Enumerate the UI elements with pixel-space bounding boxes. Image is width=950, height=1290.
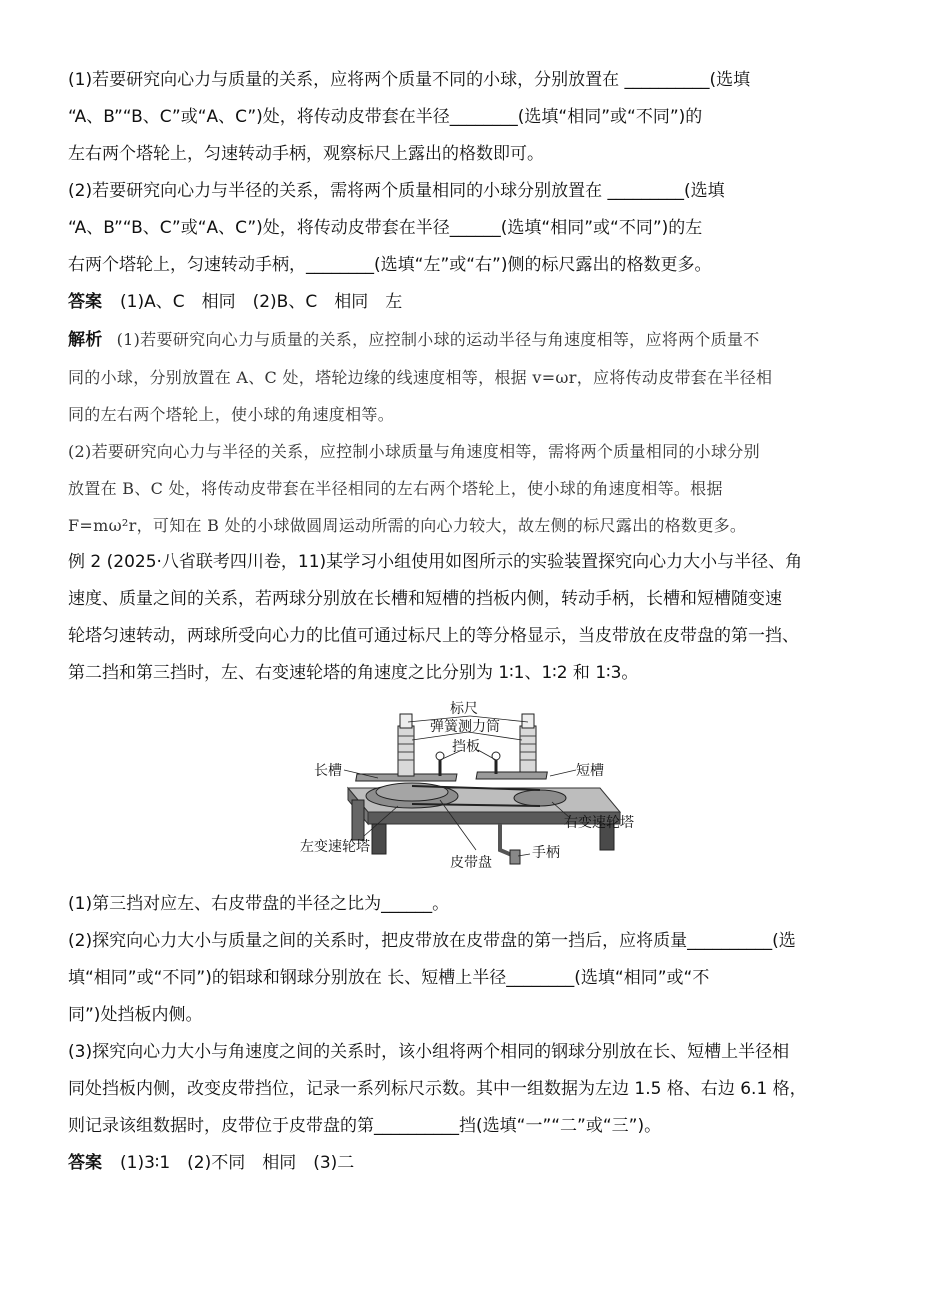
label-belt-disk: 皮带盘 (450, 855, 492, 871)
sub3-line1: (3)探究向心力大小与角速度之间的关系时，该小组将两个相同的钢球分别放在长、短槽上半径相 (68, 1042, 790, 1062)
analysis-text: (1)若要研究向心力与质量的关系，应控制小球的运动半径与角速度相等，应将两个质量不 (116, 330, 760, 349)
example2-line2: 速度、质量之间的关系，若两球分别放在长槽和短槽的挡板内侧，转动手柄，长槽和短槽随变速 (68, 589, 782, 609)
document-page (68, 62, 888, 1182)
q2-line3: 右两个塔轮上，匀速转动手柄，________(选填“左”或“右”)侧的标尺露出的格数更多。 (68, 255, 712, 275)
label-spring: 弹簧测力筒 (430, 719, 500, 735)
sub1-line: (1)第三挡对应左、右皮带盘的半径之比为______。 (68, 894, 450, 914)
label-short-slot: 短槽 (576, 763, 604, 779)
sub2-line1: (2)探究向心力大小与质量之间的关系时，把皮带放在皮带盘的第一挡后，应将质量__________(选 (68, 931, 796, 951)
answer-1 (68, 284, 888, 321)
analysis-p1-line1 (68, 321, 888, 359)
label-right-tower: 右变速轮塔 (564, 815, 634, 831)
example2-line3: 轮塔匀速转动，两球所受向心力的比值可通过标尺上的等分格显示，当皮带放在皮带盘的第一挡、 (68, 626, 799, 646)
analysis-label: 解析 (68, 330, 103, 350)
label-left-tower: 左变速轮塔 (300, 839, 370, 855)
answer-2 (68, 1145, 888, 1182)
q1-line1: (1)若要研究向心力与质量的关系，应将两个质量不同的小球，分别放置在 __________(选填 (68, 70, 751, 90)
example2-line1: 例 2 (2025·八省联考四川卷，11)某学习小组使用如图所示的实验装置探究向心力大小与半径、角 (68, 552, 803, 572)
label-long-slot: 长槽 (314, 763, 342, 779)
sub2-line2: 填“相同”或“不同”)的铝球和钢球分别放在 长、短槽上半径________(选填“相同”或“不 (68, 968, 710, 988)
label-ruler: 标尺 (450, 701, 478, 717)
q2-line2: “A、B”“B、C”或“A、C”)处，将传动皮带套在半径______(选填“相同”或“不同”)的左 (68, 218, 703, 238)
apparatus-figure (300, 700, 660, 878)
label-handle: 手柄 (532, 845, 560, 861)
analysis-p1-line2: 同的小球，分别放置在 A、C 处，塔轮边缘的线速度相等，根据 v=ωr，应将传动皮带套在半径相 (68, 368, 773, 387)
answer-1-label: 答案 (68, 292, 102, 312)
answer-1-text: (1)A、C 相同 (2)B、C 相同 左 (120, 292, 403, 312)
q1-line3: 左右两个塔轮上，匀速转动手柄，观察标尺上露出的格数即可。 (68, 144, 544, 164)
answer-2-label: 答案 (68, 1153, 102, 1173)
sub3-line3: 则记录该组数据时，皮带位于皮带盘的第__________挡(选填“一”“二”或“三”)。 (68, 1116, 662, 1136)
sub2-line3: 同”)处挡板内侧。 (68, 1005, 203, 1025)
analysis-p1-line3: 同的左右两个塔轮上，使小球的角速度相等。 (68, 405, 395, 424)
analysis-p2-line3: F=mω²r，可知在 B 处的小球做圆周运动所需的向心力较大，故左侧的标尺露出的格数更多。 (68, 516, 747, 535)
analysis-p2-line1: (2)若要研究向心力与半径的关系，应控制小球质量与角速度相等，需将两个质量相同的小球分别 (68, 442, 760, 461)
example2-line4: 第二挡和第三挡时，左、右变速轮塔的角速度之比分别为 1∶1、1∶2 和 1∶3。 (68, 663, 639, 683)
answer-2-text: (1)3∶1 (2)不同 相同 (3)二 (120, 1153, 355, 1173)
q2-line1: (2)若要研究向心力与半径的关系，需将两个质量相同的小球分别放置在 _________(选填 (68, 181, 725, 201)
sub3-line2: 同处挡板内侧，改变皮带挡位，记录一系列标尺示数。其中一组数据为左边 1.5 格、右边 6.1 格， (68, 1079, 807, 1099)
label-baffle: 挡板 (452, 739, 480, 755)
q1-line2: “A、B”“B、C”或“A、C”)处，将传动皮带套在半径________(选填“相同”或“不同”)的 (68, 107, 703, 127)
analysis-p2-line2: 放置在 B、C 处，将传动皮带套在半径相同的左右两个塔轮上，使小球的角速度相等。根据 (68, 479, 723, 498)
